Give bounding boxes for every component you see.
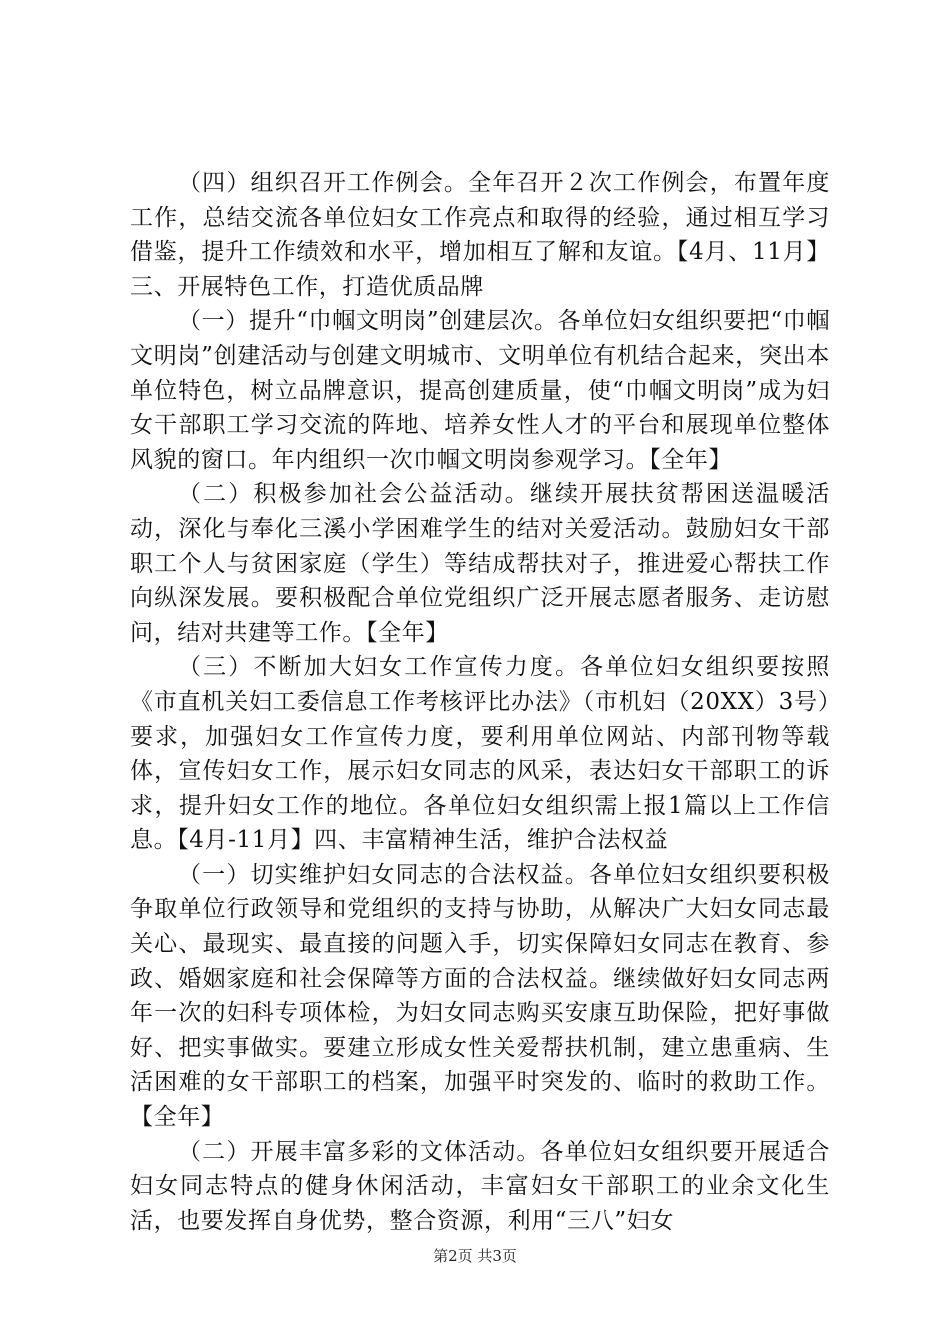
paragraph-2-cultural-activities: （二）开展丰富多彩的文体活动。各单位妇女组织要开展适合妇女同志特点的健身休闲活动，丰富妇女干部职工的业余文化生活，也要发挥自身优势，整合资源，利用“三八”妇女 — [130, 1138, 830, 1234]
paragraph-4-meetings: （四）组织召开工作例会。全年召开２次工作例会，布置年度工作，总结交流各单位妇女工作亮点和取得的经验，通过相互学习借鉴，提升工作绩效和水平，增加相互了解和友谊。【4月、11月】三、开展特色工作，打造优质品牌 — [130, 170, 830, 300]
paragraph-2-public-welfare: （二）积极参加社会公益活动。继续开展扶贫帮困送温暖活动，深化与奉化三溪小学困难学生的结对关爱活动。鼓励妇女干部职工个人与贫困家庭（学生）等结成帮扶对子，推进爱心帮扶工作向纵深发展。要积极配合单位党组织广泛开展志愿者服务、走访慰问，结对共建等工作。【全年】 — [130, 481, 830, 646]
paragraph-1-rights-protection: （一）切实维护妇女同志的合法权益。各单位妇女组织要积极争取单位行政领导和党组织的支持与协助，从解决广大妇女同志最关心、最现实、最直接的问题入手，切实保障妇女同志在教育、参政、婚姻家庭和社会保障等方面的合法权益。继续做好妇女同志两年一次的妇科专项体检，为妇女同志购买安康互助保险，把好事做好、把实事做实。要建立形成女性关爱帮扶机制，建立患重病、生活困难的女干部职工的档案，加强平时突发的、临时的救助工作。【全年】 — [130, 861, 830, 1131]
paragraph-3-publicity: （三）不断加大妇女工作宣传力度。各单位妇女组织要按照《市直机关妇工委信息工作考核评比办法》（市机妇（20XX）3号）要求，加强妇女工作宣传力度，要利用单位网站、内部刊物等载体，宣传妇女工作，展示妇女同志的风采，表达妇女干部职工的诉求，提升妇女工作的地位。各单位妇女组织需上报1篇以上工作信息。【4月-11月】四、丰富精神生活，维护合法权益 — [130, 654, 830, 854]
page-number-footer: 第2页 共3页 — [433, 1247, 517, 1265]
paragraph-1-civilized-post: （一）提升“巾帼文明岗”创建层次。各单位妇女组织要把“巾帼文明岗”创建活动与创建文明城市、文明单位有机结合起来，突出本单位特色，树立品牌意识，提高创建质量，使“巾帼文明岗”成为妇女干部职工学习交流的阵地、培养女性人才的平台和展现单位整体风貌的窗口。年内组织一次巾帼文明岗参观学习。【全年】 — [130, 308, 830, 473]
document-body — [130, 166, 830, 1238]
